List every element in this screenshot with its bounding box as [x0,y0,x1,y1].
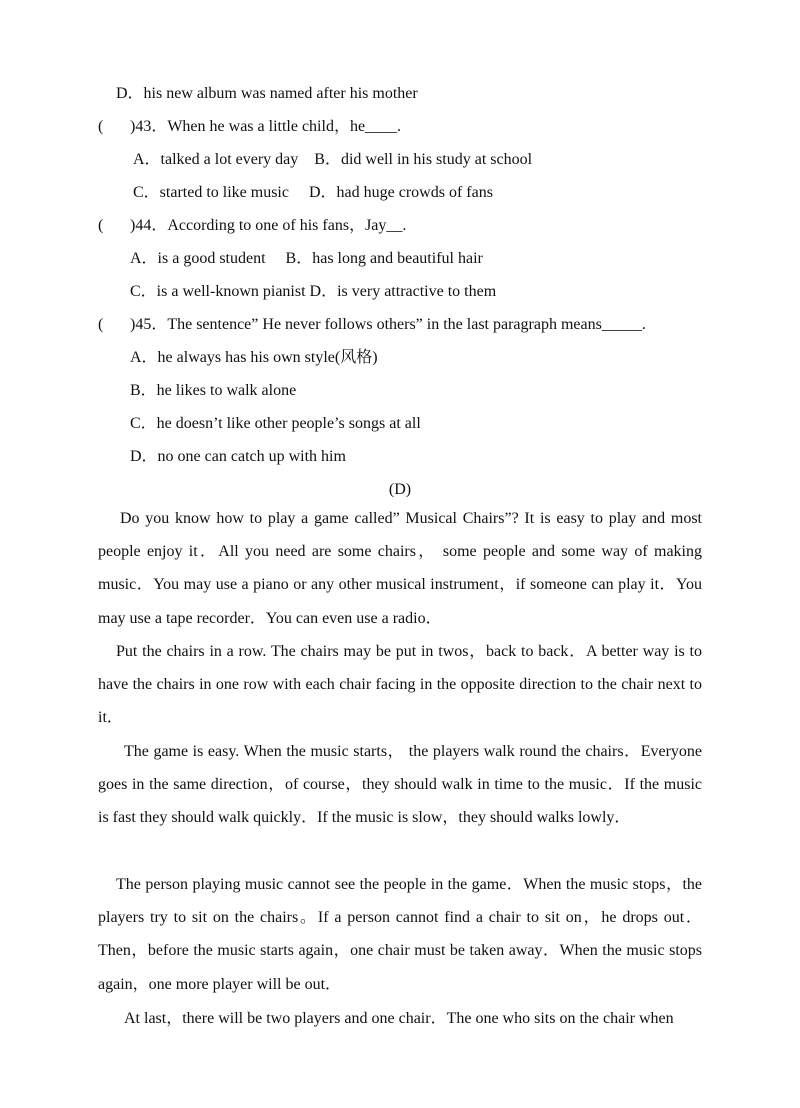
q44-answer-blank: ( [98,217,104,234]
passage-d-heading: (D) [388,481,412,498]
q43-stem-text: )43．When he was a little child，he____. [130,118,402,135]
q44-stem-text: )44．According to one of his fans，Jay__. [130,217,407,234]
q45-option-b: B．he likes to walk alone [130,382,297,399]
q43-options-row1: A．talked a lot every day B．did well in his study at school [133,151,533,168]
q43-answer-blank: ( [98,118,104,135]
q43-stem [98,117,401,137]
q45-answer-blank: ( [98,316,104,333]
q45-option-c: C．he doesn’t like other people’s songs at all [130,415,421,432]
passage-paragraph-2: Put the chairs in a row. The chairs may be put in twos，back to back．A better way is to have the chairs in one row with each chair facing in the opposite direction to the chair next to it． [98,643,702,727]
passage-paragraph-1: Do you know how to play a game called” Musical Chairs”? It is easy to play and most people enjoy it．All you need are some chairs， some people and some way of making music．You may use a piano or any other musical instrument，if someone can play it．You may use a tape recorder．You can even use a radio． [98,510,702,627]
q45-stem-text: )45．The sentence” He never follows others” in the last paragraph means_____. [130,316,646,333]
passage-paragraph-4: The person playing music cannot see the people in the game．When the music stops，the players try to sit on the chairs。If a person cannot find a chair to sit on，he drops out．Then，before the music starts again，one chair must be taken away．When the music stops again，one more player will be out． [98,876,702,993]
passage-paragraph-3: The game is easy. When the music starts， the players walk round the chairs．Everyone goes in the same direction，of course，they should walk in time to the music．If the music is fast they should walk quickly．If the music is slow，they should walks lowly． [98,743,702,827]
passage-paragraph-5: At last，there will be two players and one chair．The one who sits on the chair when [124,1010,674,1027]
q45-option-a: A．he always has his own style(风格) [130,349,378,366]
q45-option-d: D．no one can catch up with him [130,448,346,465]
q44-stem [98,216,406,236]
q44-options-row2: C．is a well-known pianist D．is very attractive to them [130,283,497,300]
q45-stem [98,315,646,335]
q42-option-d: D．his new album was named after his mother [116,85,418,102]
q43-options-row2: C．started to like music D．had huge crowds of fans [133,184,493,201]
q44-options-row1: A．is a good student B．has long and beautiful hair [130,250,483,267]
